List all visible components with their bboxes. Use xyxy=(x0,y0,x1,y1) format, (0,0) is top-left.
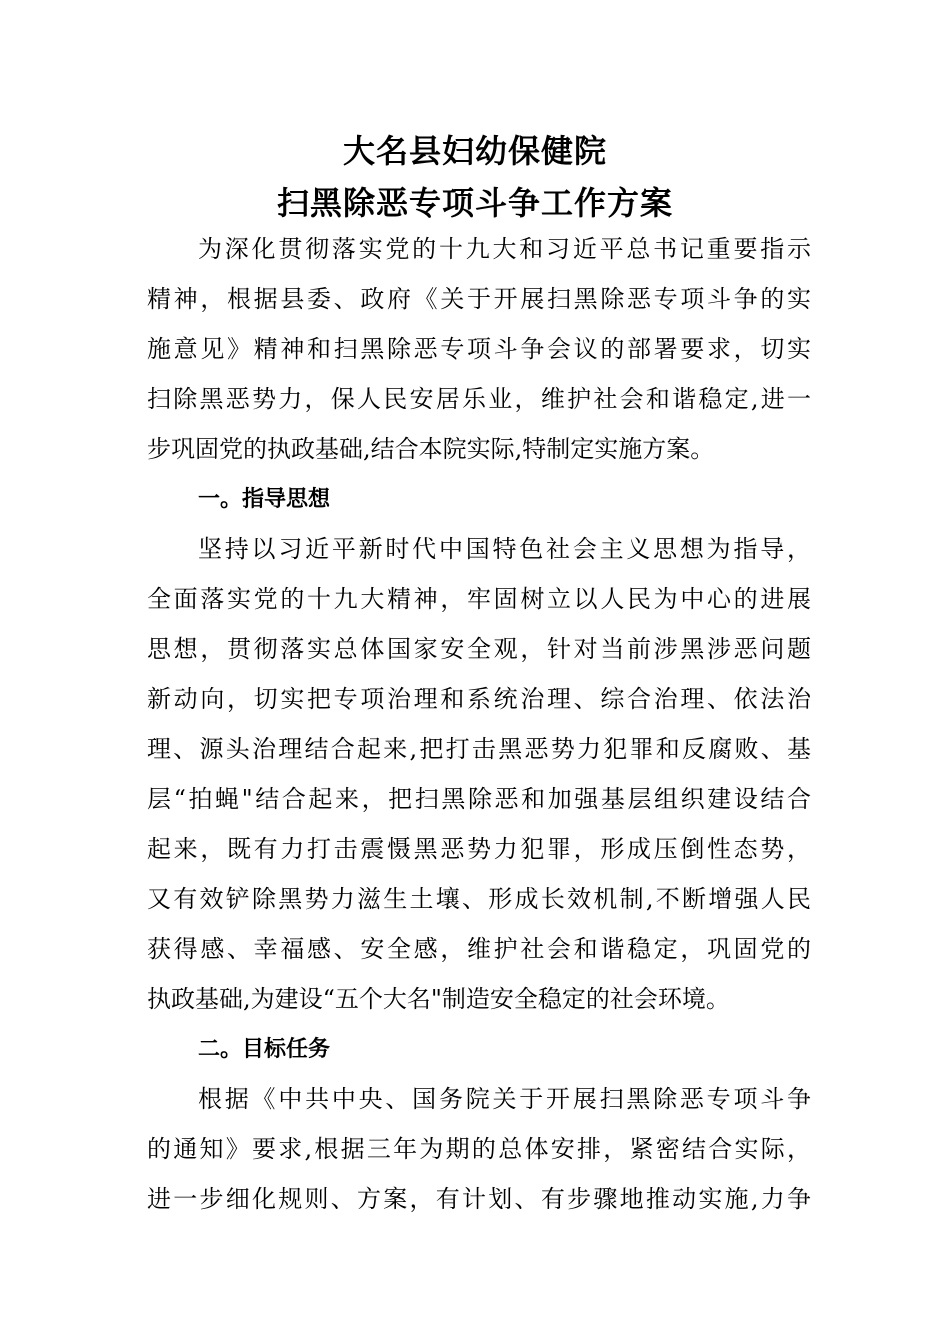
intro-line-3: 施意见》精神和扫黑除恶专项斗争会议的部署要求，切实 xyxy=(147,335,811,363)
section-1-line-3: 思想，贯彻落实总体国家安全观，针对当前涉黑涉恶问题 xyxy=(147,635,811,663)
section-2-line-1: 根据《中共中央、国务院关于开展扫黑除恶专项斗争 xyxy=(198,1085,811,1113)
section-1-heading: 一。指导思想 xyxy=(198,487,331,512)
section-1-line-8: 又有效铲除黑势力滋生土壤、形成长效机制,不断增强人民 xyxy=(147,885,811,913)
intro-line-5: 步巩固党的执政基础,结合本院实际,特制定实施方案。 xyxy=(147,435,715,463)
section-1-line-5: 理、源头治理结合起来,把打击黑恶势力犯罪和反腐败、基 xyxy=(147,735,811,763)
section-1-line-4: 新动向，切实把专项治理和系统治理、综合治理、依法治 xyxy=(147,685,811,713)
document-title-line-2: 扫黑除恶专项斗争工作方案 xyxy=(276,184,673,222)
intro-line-1: 为深化贯彻落实党的十九大和习近平总书记重要指示 xyxy=(198,235,811,263)
section-2-line-2: 的通知》要求,根据三年为期的总体安排，紧密结合实际， xyxy=(147,1135,811,1163)
section-2-line-3: 进一步细化规则、方案，有计划、有步骤地推动实施,力争 xyxy=(147,1185,811,1213)
section-1-line-2: 全面落实党的十九大精神，牢固树立以人民为中心的进展 xyxy=(147,585,811,613)
section-1-line-7: 起来，既有力打击震慑黑恶势力犯罪，形成压倒性态势， xyxy=(147,835,811,863)
document-title-line-1: 大名县妇幼保健院 xyxy=(342,132,607,170)
section-1-line-1: 坚持以习近平新时代中国特色社会主义思想为指导， xyxy=(198,535,811,563)
intro-line-4: 扫除黑恶势力，保人民安居乐业，维护社会和谐稳定,进一 xyxy=(147,385,811,413)
section-1-line-6: 层“拍蝇"结合起来，把扫黑除恶和加强基层组织建设结合 xyxy=(147,785,811,813)
section-1-line-9: 获得感、幸福感、安全感，维护社会和谐稳定，巩固党的 xyxy=(147,935,811,963)
section-2-heading: 二。目标任务 xyxy=(198,1037,331,1062)
section-1-line-10: 执政基础,为建设“五个大名"制造安全稳定的社会环境。 xyxy=(147,985,730,1013)
intro-line-2: 精神，根据县委、政府《关于开展扫黑除恶专项斗争的实 xyxy=(147,285,811,313)
